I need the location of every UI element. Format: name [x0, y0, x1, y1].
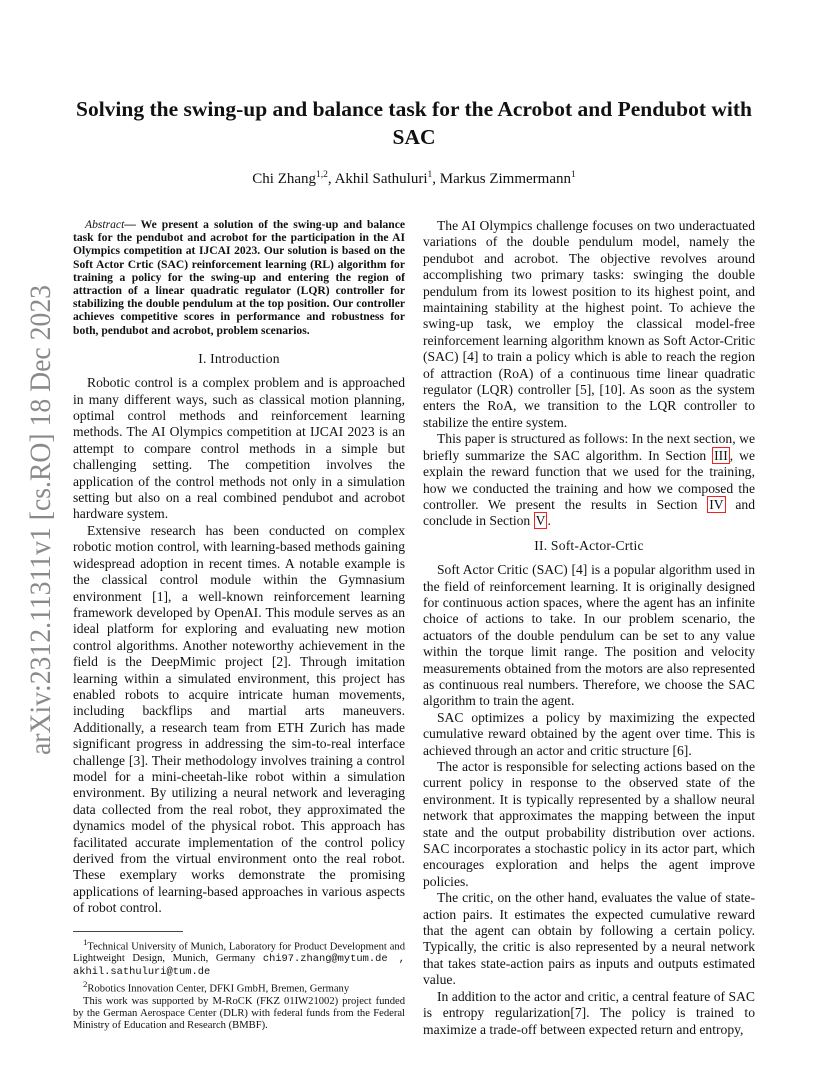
right-column: [423, 218, 755, 1038]
abstract: [73, 218, 405, 337]
paper-title: Solving the swing-up and balance task for the Acrobot and Pendubot with SAC: [76, 97, 752, 149]
intro-paragraph-3: The AI Olympics challenge focuses on two underactuated variations of the double pendulum model, namely the pendubot and acrobot. The objective revolves around accomplishing two primary tasks: swinging the double pendulum from its lowest position to its highest point, and maintaining stability at the highest point. To achieve the swing-up task, we employ the classical model-free reinforcement learning algorithm known as Soft Actor-Critic (SAC) [4] to train a policy which is able to reach the region of attraction (RoA) of a continuous time linear quadratic regulator (LQR) controller [5], [10]. As soon as the system enters the RoA, we transition to the LQR controller to stabilize the entire system.: [423, 218, 755, 430]
section-heading-introduction: I. Introduction: [198, 350, 280, 366]
sac-paragraph-critic: The critic, on the other hand, evaluates the value of state-action pairs. It estimates the expected cumulative reward that the agent can obtain by following a certain policy. Typically, the critic is also represented by a neural network that takes state-action pairs as inputs and outputs estimated value.: [423, 890, 755, 988]
arxiv-watermark-text: arXiv:2312.11311v1 [cs.RO] 18 Dec 2023: [24, 285, 57, 755]
arxiv-watermark: [10, 285, 62, 760]
email-link-1[interactable]: chi97.zhang@mytum.de: [262, 953, 388, 966]
footnotes: [73, 936, 405, 1033]
footnote-funding: This work was supported by M-RoCK (FKZ 01IW21002) project funded by the German Aerospace Center (DLR) with federal funds from the Federal Ministry of Education and Research (BMBF).: [73, 995, 405, 1032]
arxiv-watermark-svg: [10, 285, 62, 760]
section-link-iv[interactable]: IV: [709, 496, 724, 512]
section-heading-sac: II. Soft-Actor-Crtic: [534, 537, 644, 553]
author-name: Akhil Sathuluri: [334, 171, 428, 187]
footnote-affiliation-1: [73, 936, 405, 978]
structure-text-2: , we explain the reward function that we used for the training, how we conducted the training and how we composed the controller. We present the results in Section: [423, 447, 755, 512]
email-separator: ,: [387, 953, 405, 966]
footnote-affiliation-1-text: Technical University of Munich, Laboratory for Product Development and Lightweight Design, Munich, Germany: [73, 941, 405, 965]
email-link-2[interactable]: akhil.sathuluri@tum.de: [73, 965, 211, 978]
footnote-mark: 2: [83, 979, 88, 990]
footnote-mark: 1: [83, 936, 88, 947]
affiliation-mark: 1: [570, 170, 576, 180]
section-link-v[interactable]: V: [535, 513, 546, 529]
structure-text-1: This paper is structured as follows: In the next section, we briefly summarize the SAC algorithm. In Section: [423, 431, 755, 463]
affiliation-mark: 1,2: [316, 170, 328, 180]
footnote-affiliation-2: [73, 978, 405, 996]
section-link-iii[interactable]: III: [714, 447, 728, 463]
footnote-rule: [73, 931, 183, 932]
author-name: Markus Zimmermann: [439, 171, 571, 187]
abstract-text: — We present a solution of the swing-up and balance task for the pendubot and acrobot for the participation in the AI Olympics competition at IJCAI 2023. Our solution is based on the Soft Actor Crtic (SAC) reinforcement learning (RL) algorithm for training a policy for the swing-up and entering the region of attraction of a linear quadratic regulator (LQR) controller for stabilizing the double pendulum at the top position. Our controller achieves competitive scores in performance and robustness for both, pendubot and acrobot, problem scenarios.: [73, 218, 405, 337]
abstract-lead: Abstract: [85, 218, 125, 231]
author-name: Chi Zhang: [252, 171, 317, 187]
structure-text-4: .: [547, 513, 551, 529]
footnote-affiliation-2-text: Robotics Innovation Center, DFKI GmbH, Bremen, Germany: [87, 983, 350, 995]
sac-paragraph-2: SAC optimizes a policy by maximizing the expected cumulative reward obtained by the agent over time. This is achieved through an actor and critic structure [6].: [423, 709, 755, 758]
intro-paragraph-structure: [423, 431, 755, 529]
sac-paragraph-actor: The actor is responsible for selecting actions based on the current policy in response to the observed state of the environment. It is typically represented by a shallow neural network that approximates the mapping between the input state and the output probability distribution over actions. SAC incorporates a stochastic policy in its actor part, which encourages exploration and helps the agent improve policies.: [423, 759, 755, 889]
author-line: Chi Zhang$^{1,2}$, Akhil Sathuluri$^1$, Markus Zimmermann$^1$: [252, 170, 576, 187]
intro-paragraph-1: Robotic control is a complex problem and is approached in many different ways, such as classical motion planning, optimal control methods and reinforcement learning methods. The AI Olympics competition at IJCAI 2023 is an attempt to compare control methods in a simple but challenging setting. The competition involves the application of the control methods not only in a simulation setting but also on a real combined pendubot and acrobot hardware system.: [73, 375, 405, 522]
left-column: [73, 218, 405, 1033]
affiliation-mark: 1: [427, 170, 433, 180]
sac-paragraph-1: Soft Actor Critic (SAC) [4] is a popular algorithm used in the field of reinforcement learning. It is originally designed for continuous action spaces, where the agent has an infinite choice of actions to take. In our problem scenario, the actuators of the double pendulum can be set to any value within the torque limit range. The position and velocity measurements obtained from the motors are also represented as continuous real numbers. Therefore, we choose the SAC algorithm to train the agent.: [423, 562, 755, 709]
sac-paragraph-entropy: In addition to the actor and critic, a central feature of SAC is entropy regularization[7]. The policy is trained to maximize a trade-off between expected return and entropy,: [423, 988, 755, 1037]
intro-paragraph-2: Extensive research has been conducted on complex robotic motion control, with learning-based methods gaining widespread adoption in recent times. A notable example is the classical control module within the Gymnasium environment [1], a well-known reinforcement learning framework developed by OpenAI. This module serves as an ideal platform for exploring and evaluating new motion control algorithms. Another noteworthy achievement in the field is the DeepMimic project [2]. Through imitation learning within a simulated environment, this project has enabled robots to acquire intricate human movements, including backflips and martial arts maneuvers. Additionally, a research team from ETH Zurich has made significant progress in addressing the sim-to-real interface challenge [3]. Their methodology involves training a control model for a mini-cheetah-like robot within a simulation environment. By utilizing a neural network and leveraging data collected from the real robot, they approximated the dynamics model of the physical robot. This approach has facilitated accurate implementation of the control policy derived from the virtual environment onto the real robot. These exemplary works demonstrate the promising applications of learning-based approaches in various aspects of robot control.: [73, 522, 405, 916]
structure-text-3: and conclude in Section: [423, 496, 755, 529]
